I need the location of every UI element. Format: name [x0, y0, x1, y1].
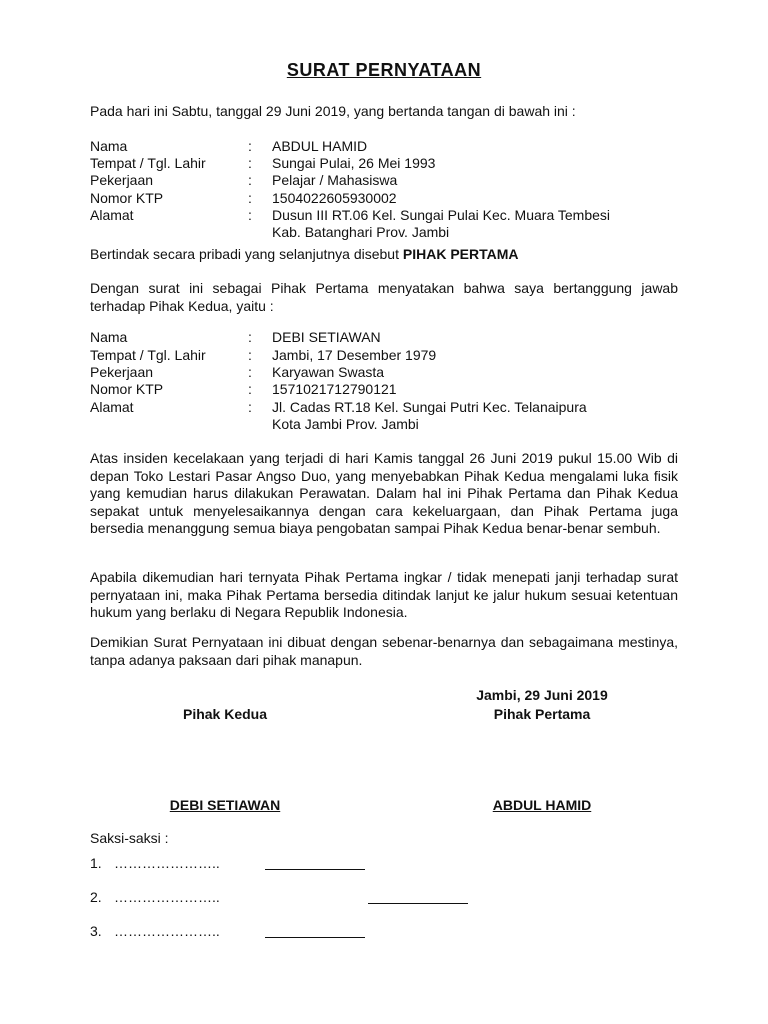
- party2-birth-colon: :: [248, 347, 252, 363]
- party1-ktp-value: 1504022605930002: [272, 190, 397, 206]
- witness-3-signature-line: [265, 937, 365, 938]
- party1-birth-label: Tempat / Tgl. Lahir: [90, 155, 206, 171]
- party1-name-label: Nama: [90, 138, 128, 154]
- party2-ktp-value: 1571021712790121: [272, 381, 397, 397]
- party2-birth-label: Tempat / Tgl. Lahir: [90, 347, 206, 363]
- party2-address-colon: :: [248, 399, 252, 415]
- signature-left-role: Pihak Kedua: [182, 706, 268, 722]
- signature-place-date: Jambi, 29 Juni 2019: [476, 687, 608, 703]
- party1-name-colon: :: [248, 138, 252, 154]
- party2-birth-value: Jambi, 17 Desember 1979: [272, 347, 437, 363]
- party2-job-value: Karyawan Swasta: [272, 364, 385, 380]
- witness-1-name-dots: …………………..: [114, 855, 220, 871]
- party1-address-colon: :: [248, 207, 252, 223]
- party2-address-value: Jl. Cadas RT.18 Kel. Sungai Putri Kec. Telanaipura: [272, 399, 587, 415]
- witness-2-number: 2.: [90, 889, 102, 905]
- incident-paragraph: Atas insiden kecelakaan yang terjadi di hari Kamis tanggal 26 Juni 2019 pukul 15.00 Wib di depan Toko Lestari Pasar Angso Duo, yang menyebabkan Pihak Kedua mengalami luka fisik yang kemudian harus dilakukan Perawatan. Dalam hal ini Pihak Pertama dan Pihak Kedua sepakat untuk menyelesaikannya dengan cara kekeluargaan, dan Pihak Pertama juga bersedia menanggung semua biaya pengobatan sampai Pihak Kedua benar-benar sembuh.: [90, 450, 678, 536]
- role-statement-text: Bertindak secara pribadi yang selanjutnya disebut: [90, 246, 403, 262]
- role-statement: [90, 246, 519, 264]
- intro-line: Pada hari ini Sabtu, tanggal 29 Juni 2019, yang bertanda tangan di bawah ini :: [90, 103, 576, 119]
- party1-address-value: Dusun III RT.06 Kel. Sungai Pulai Kec. Muara Tembesi: [272, 207, 610, 223]
- breach-paragraph: Apabila dikemudian hari ternyata Pihak Pertama ingkar / tidak menepati janji terhadap surat pernyataan ini, maka Pihak Pertama bersedia ditindak lanjut ke jalur hukum sesuai ketentuan hukum yang berlaku di Negara Republik Indonesia.: [90, 569, 678, 620]
- party1-name-value: ABDUL HAMID: [272, 138, 368, 154]
- party1-address-label: Alamat: [90, 207, 134, 223]
- witness-2-signature-line: [368, 903, 468, 904]
- witness-3-number: 3.: [90, 923, 102, 939]
- signature-right-name: ABDUL HAMID: [492, 797, 592, 813]
- party1-job-label: Pekerjaan: [90, 172, 154, 188]
- party1-birth-colon: :: [248, 155, 252, 171]
- closing-paragraph: Demikian Surat Pernyataan ini dibuat dengan sebenar-benarnya dan sebagaimana mestinya, tanpa adanya paksaan dari pihak manapun.: [90, 634, 678, 668]
- party2-job-colon: :: [248, 364, 252, 380]
- witness-1-number: 1.: [90, 855, 102, 871]
- signature-left-name: DEBI SETIAWAN: [169, 797, 281, 813]
- party2-name-value: DEBI SETIAWAN: [272, 329, 381, 345]
- declaration-paragraph: Dengan surat ini sebagai Pihak Pertama menyatakan bahwa saya bertanggung jawab terhadap Pihak Kedua, yaitu :: [90, 280, 678, 314]
- party2-ktp-colon: :: [248, 381, 252, 397]
- party2-address-label: Alamat: [90, 399, 134, 415]
- party1-birth-value: Sungai Pulai, 26 Mei 1993: [272, 155, 436, 171]
- party1-ktp-colon: :: [248, 190, 252, 206]
- party1-job-value: Pelajar / Mahasiswa: [272, 172, 398, 188]
- party2-address-value-line2: Kota Jambi Prov. Jambi: [272, 416, 419, 432]
- party1-job-colon: :: [248, 172, 252, 188]
- party1-ktp-label: Nomor KTP: [90, 190, 164, 206]
- party2-job-label: Pekerjaan: [90, 364, 154, 380]
- witness-2-name-dots: …………………..: [114, 889, 220, 905]
- witness-1-signature-line: [265, 869, 365, 870]
- witnesses-heading: Saksi-saksi :: [90, 830, 169, 846]
- witness-3-name-dots: …………………..: [114, 923, 220, 939]
- party1-address-value-line2: Kab. Batanghari Prov. Jambi: [272, 224, 450, 240]
- signature-right-role: Pihak Pertama: [493, 706, 591, 722]
- party2-ktp-label: Nomor KTP: [90, 381, 164, 397]
- document-title: SURAT PERNYATAAN: [286, 60, 482, 80]
- party2-name-colon: :: [248, 329, 252, 345]
- role-statement-bold: PIHAK PERTAMA: [402, 246, 519, 262]
- party2-name-label: Nama: [90, 329, 128, 345]
